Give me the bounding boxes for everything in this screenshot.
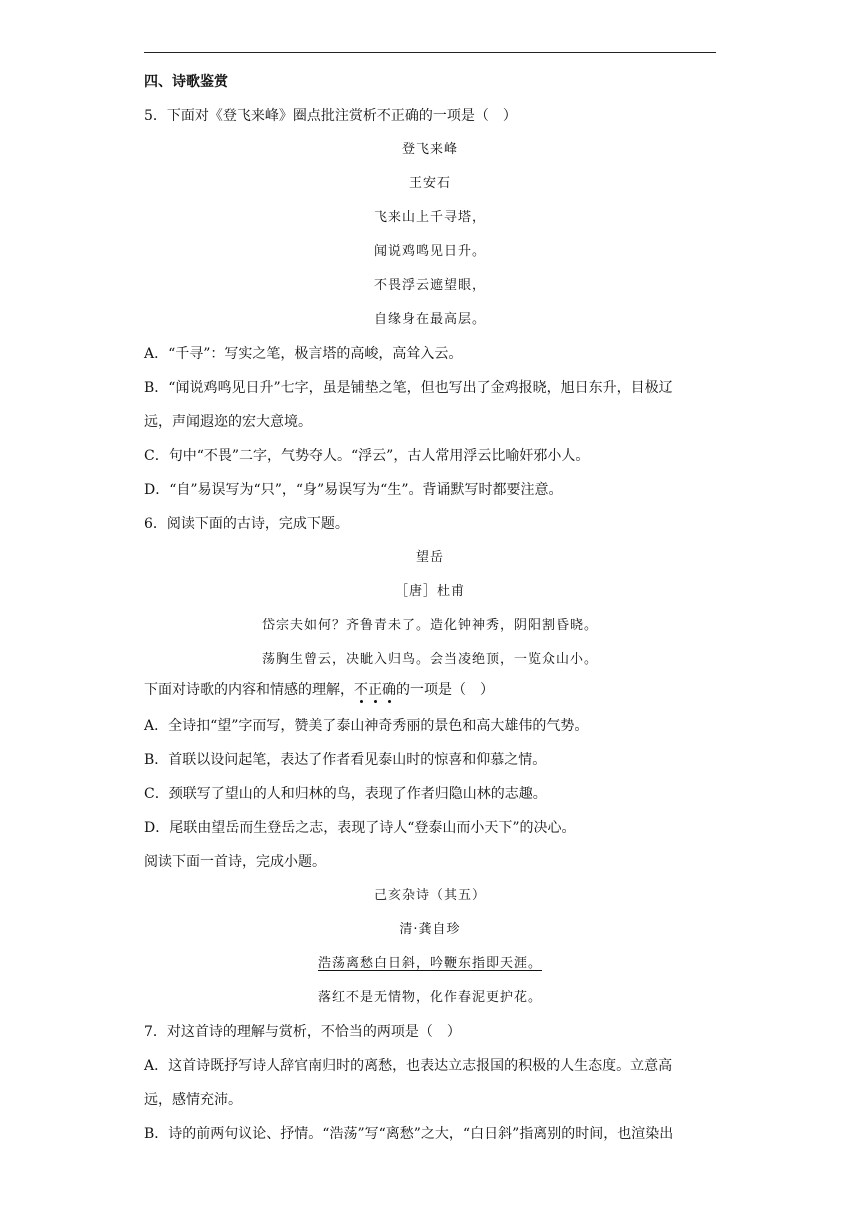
q5-option-b-cont: 远，声闻遐迩的宏大意境。 — [144, 414, 312, 430]
q6-poem-line: 荡胸生曾云，决眦入归鸟。会当凌绝顶，一览众山小。 — [261, 652, 598, 667]
q7-option-a-cont: 远，感情充沛。 — [144, 1092, 242, 1108]
q6-poem-title: 望岳 — [415, 550, 444, 565]
q7-poem-author: 清·龚自珍 — [399, 922, 461, 937]
q5-poem-line: 不畏浮云遮望眼， — [373, 278, 486, 293]
q6-poem-author: ［唐］杜甫 — [394, 584, 465, 599]
q5-stem: 5．下面对《登飞来峰》圈点批注赏析不正确的一项是（ ） — [144, 108, 517, 124]
q7-poem-line: 落红不是无情物，化作春泥更护花。 — [317, 990, 542, 1005]
header-rule — [144, 52, 716, 53]
emphasis-char: 确 — [382, 682, 396, 698]
q6-option-c: C．颈联写了望山的人和归林的鸟，表现了作者归隐山林的志趣。 — [144, 786, 547, 802]
q6-poem-line: 岱宗夫如何？齐鲁青未了。造化钟神秀，阴阳割昏晓。 — [261, 618, 598, 633]
emphasis-char: 正 — [368, 682, 382, 698]
q6-question-before: 下面对诗歌的内容和情感的理解， — [144, 682, 354, 698]
q7-poem-line-underlined — [144, 954, 716, 974]
q6-option-a: A．全诗扣“望”字而写，赞美了泰山神奇秀丽的景色和高大雄伟的气势。 — [144, 718, 589, 734]
q7-poem-line: 浩荡离愁白日斜，吟鞭东指即天涯。 — [317, 956, 542, 971]
q6-question-after: 的一项是（ ） — [396, 682, 494, 698]
q7-poem-title: 己亥杂诗（其五） — [373, 888, 486, 903]
q7-option-a: A．这首诗既抒写诗人辞官南归时的离愁，也表达立志报国的积极的人生态度。立意高 — [144, 1058, 673, 1074]
q7-intro: 阅读下面一首诗，完成小题。 — [144, 854, 326, 870]
q5-poem-author: 王安石 — [408, 176, 451, 191]
q5-poem-line: 飞来山上千寻塔， — [373, 210, 486, 225]
q6-question-emphasis — [354, 682, 396, 698]
q6-option-d: D．尾联由望岳而生登岳之志，表现了诗人“登泰山而小天下”的决心。 — [144, 820, 576, 836]
q5-poem-line: 自缘身在最高层。 — [373, 312, 486, 327]
q6-stem: 6．阅读下面的古诗，完成下题。 — [144, 516, 349, 532]
q5-option-d: D．“自”易误写为“只”，“身”易误写为“生”。背诵默写时都要注意。 — [144, 482, 563, 498]
section-title: 四、诗歌鉴赏 — [144, 74, 228, 90]
q5-poem-line: 闻说鸡鸣见日升。 — [373, 244, 486, 259]
q5-option-a: A．“千寻”：写实之笔，极言塔的高峻，高耸入云。 — [144, 346, 463, 362]
emphasis-char: 不 — [354, 682, 368, 698]
q7-stem: 7．对这首诗的理解与赏析，不恰当的两项是（ ） — [144, 1024, 461, 1040]
q7-option-b: B．诗的前两句议论、抒情。“浩荡”写“离愁”之大，“白日斜”指离别的时间，也渲染出 — [144, 1126, 674, 1142]
q5-option-b: B．“闻说鸡鸣见日升”七字，虽是铺垫之笔，但也写出了金鸡报晓，旭日东升，目极辽 — [144, 380, 673, 396]
q5-option-c: C．句中“不畏”二字，气势夺人。“浮云”，古人常用浮云比喻奸邪小人。 — [144, 448, 590, 464]
q6-question — [144, 680, 716, 700]
q5-poem-title: 登飞来峰 — [401, 142, 458, 157]
q6-option-b: B．首联以设问起笔，表达了作者看见泰山时的惊喜和仰慕之情。 — [144, 752, 547, 768]
